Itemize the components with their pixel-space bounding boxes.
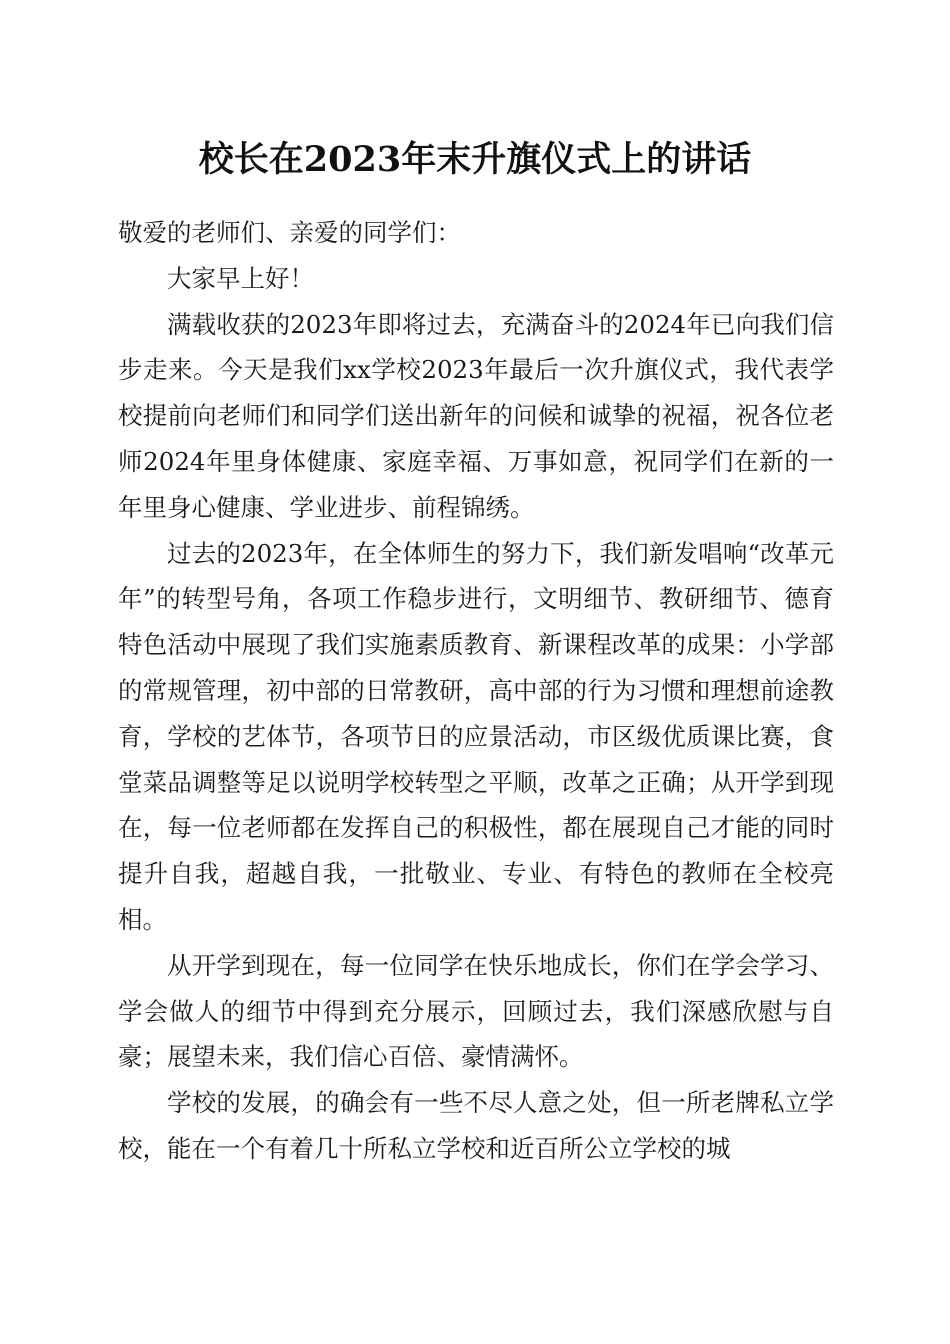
document-title: 校长在2023年末升旗仪式上的讲话 <box>198 139 752 180</box>
paragraph: 满载收获的2023年即将过去，充满奋斗的2024年已向我们信步走来。今天是我们xx学校2023年最后一次升旗仪式，我代表学校提前向老师们和同学们送出新年的问候和诚挚的祝福，祝各位老师2024年里身体健康、家庭幸福、万事如意，祝同学们在新的一年里身心健康、学业进步、前程锦绣。 <box>118 309 834 522</box>
paragraph: 大家早上好！ <box>167 263 314 293</box>
paragraph: 学校的发展，的确会有一些不尽人意之处，但一所老牌私立学校，能在一个有着几十所私立学校和近百所公立学校的城 <box>118 1088 834 1163</box>
paragraph: 从开学到现在，每一位同学在快乐地成长，你们在学会学习、学会做人的细节中得到充分展示，回顾过去，我们深感欣慰与自豪；展望未来，我们信心百倍、豪情满怀。 <box>118 950 834 1072</box>
salutation: 敬爱的老师们、亲爱的同学们： <box>118 218 461 247</box>
document-body <box>118 210 834 1172</box>
paragraph: 过去的2023年，在全体师生的努力下，我们新发唱响“改革元年”的转型号角，各项工作稳步进行，文明细节、教研细节、德育特色活动中展现了我们实施素质教育、新课程改革的成果：小学部的常规管理，初中部的日常教研，高中部的行为习惯和理想前途教育，学校的艺体节，各项节日的应景活动，市区级优质课比赛，食堂菜品调整等足以说明学校转型之平顺，改革之正确；从开学到现在，每一位老师都在发挥自己的积极性，都在展现自己才能的同时提升自我，超越自我，一批敬业、专业、有特色的教师在全校亮相。 <box>118 538 834 934</box>
